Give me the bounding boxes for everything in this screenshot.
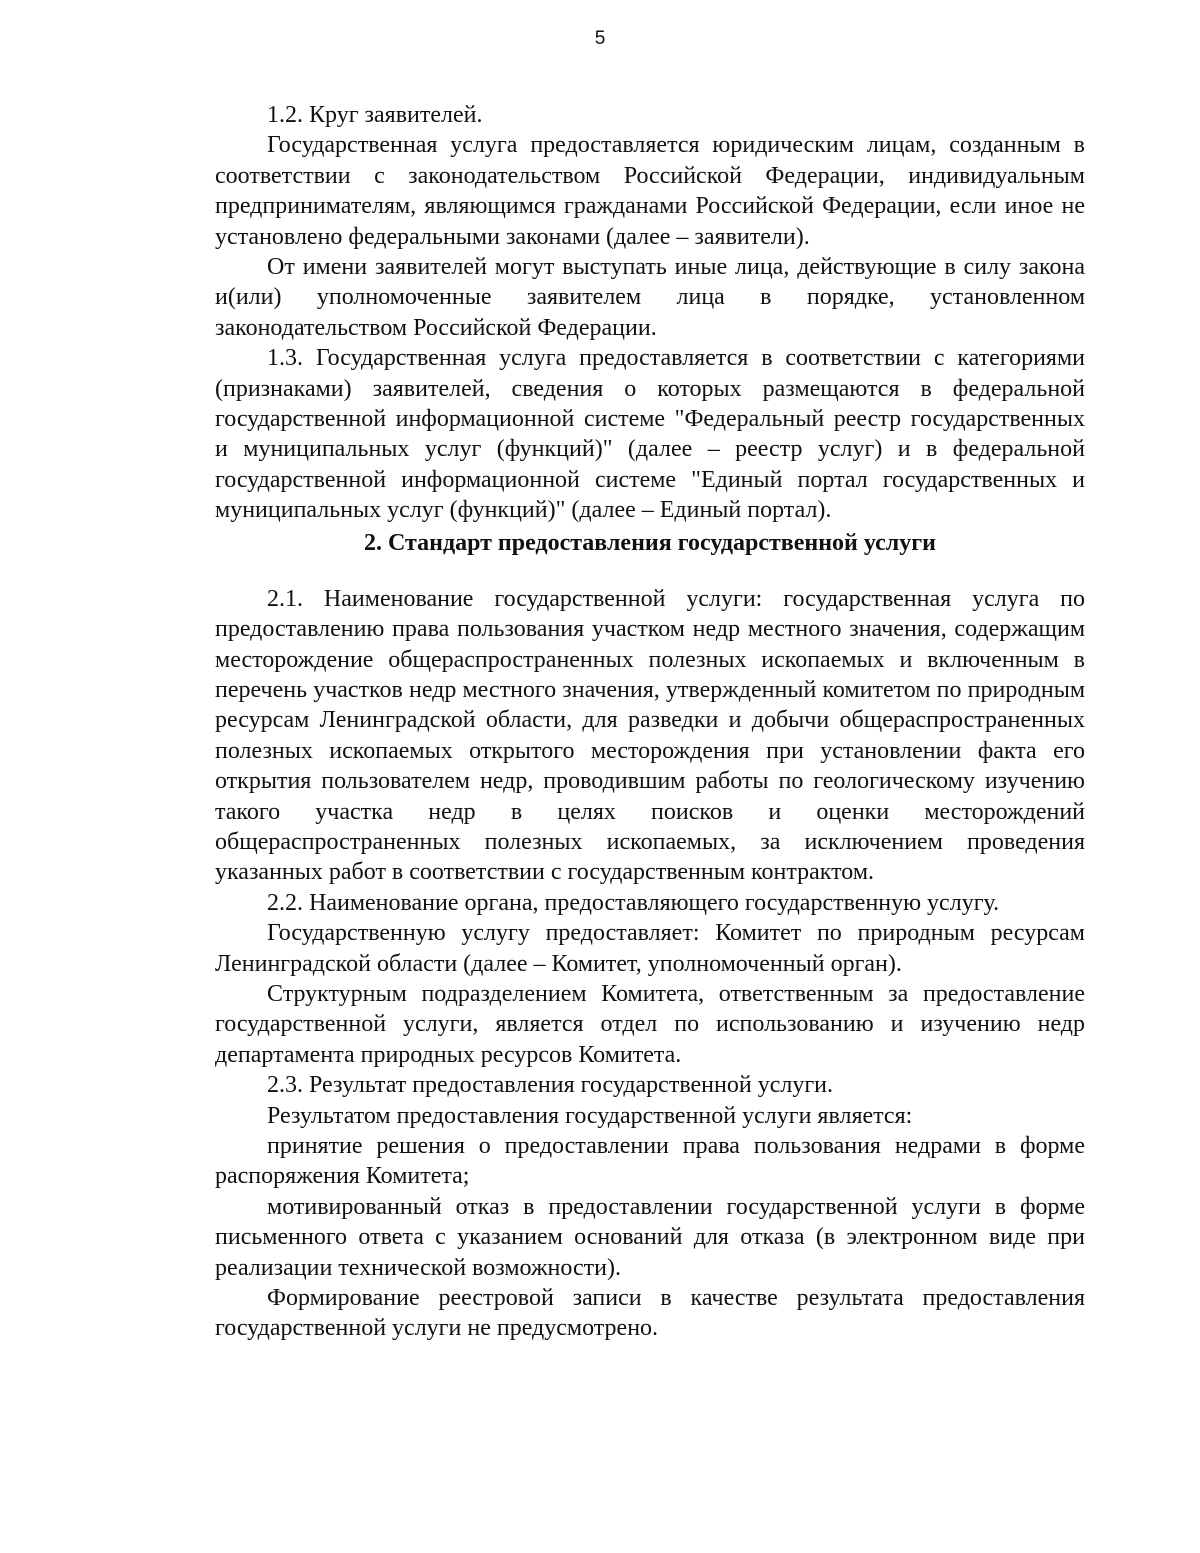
paragraph-1-2-title: 1.2. Круг заявителей. [267,102,483,128]
paragraph-2-2-unit: Структурным подразделением Комитета, ответственным за предоставление государственной услуги, является отдел по использованию и изучению недр департамента природных ресурсов Комитета. [215,980,1085,1068]
paragraph-2-1: 2.1. Наименование государственной услуги: государственная услуга по предоставлению права пользования участком недр местного значения, содержащим месторождение общераспространенных полезных ископаемых и включенным в перечень участков недр местного значения, утвержденный комитетом по природным ресурсам Ленинградской области, для разведки и добычи общераспространенных полезных ископаемых открытого месторождения при установлении факта его открытия пользователем недр, проводившим работы по геологическому изучению такого участка недр в целях поисков и оценки месторождений общераспространенных полезных ископаемых, за исключением проведения указанных работ в соответствии с государственным контрактом. [215,585,1085,886]
section-2-heading: 2. Стандарт предоставления государственной услуги [364,529,936,556]
paragraph-2-3-item-1: принятие решения о предоставлении права пользования недрами в форме распоряжения Комитета; [215,1133,1085,1190]
paragraph-2-3-registry: Формирование реестровой записи в качестве результата предоставления государственной услуги не предусмотрено. [215,1285,1085,1342]
paragraph-1-3: 1.3. Государственная услуга предоставляется в соответствии с категориями (признаками) заявителей, сведения о которых размещаются в федеральной государственной информационной системе "Федеральный реестр государственных и муниципальных услуг (функций)" (далее – реестр услуг) и в федеральной государственной информационной системе "Единый портал государственных и муниципальных услуг (функций)" (далее – Единый портал). [215,345,1085,524]
paragraph-1-2-text: Государственная услуга предоставляется юридическим лицам, созданным в соответствии с законодательством Российской Федерации, индивидуальным предпринимателям, являющимся гражданами Российской Федерации, если иное не установлено федеральными законами (далее – заявители). [215,132,1085,250]
paragraph-2-3-item-2: мотивированный отказ в предоставлении государственной услуги в форме письменного ответа с указанием оснований для отказа (в электронном виде при реализации технической возможности). [215,1193,1085,1281]
paragraph-1-2-representatives: От имени заявителей могут выступать иные лица, действующие в силу закона и(или) уполномоченные заявителем лица в порядке, установленном законодательством Российской Федерации. [215,254,1085,341]
page-number: 5 [594,28,606,49]
document-body [215,100,1085,1344]
paragraph-2-2-title: 2.2. Наименование органа, предоставляющего государственную услугу. [267,889,1000,916]
paragraph-2-3-intro: Результатом предоставления государственной услуги является: [267,1102,913,1129]
paragraph-2-2-text: Государственную услугу предоставляет: Комитет по природным ресурсам Ленинградской области (далее – Комитет, уполномоченный орган). [215,920,1085,977]
paragraph-2-3-title: 2.3. Результат предоставления государственной услуги. [267,1072,834,1099]
